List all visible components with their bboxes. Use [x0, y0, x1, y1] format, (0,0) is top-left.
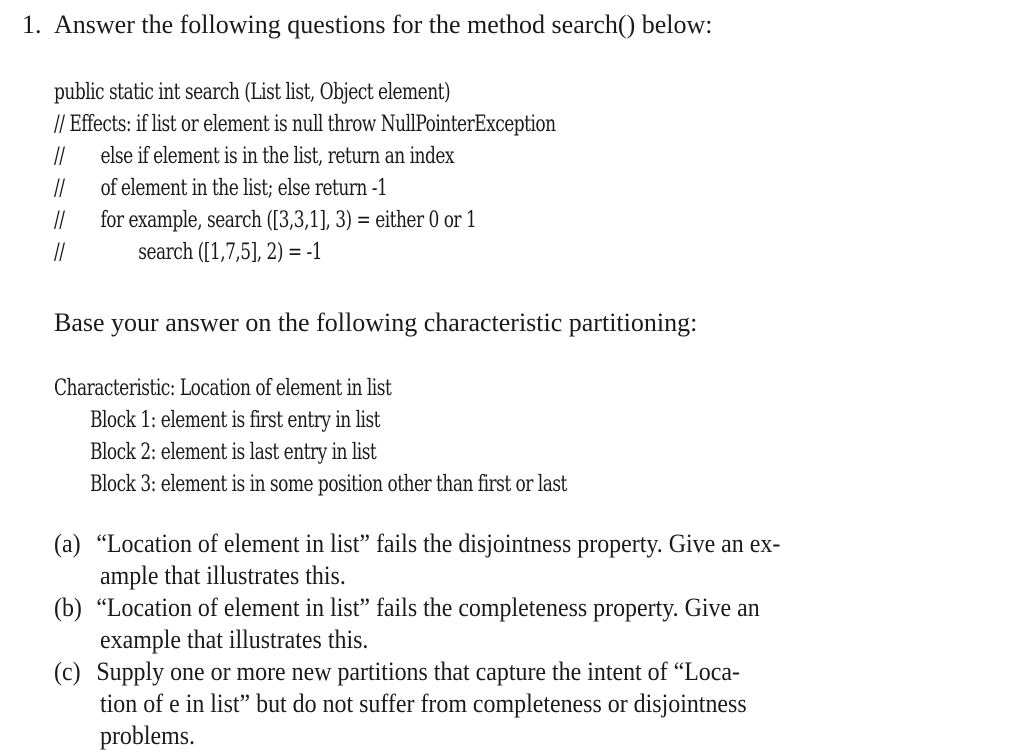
- comment-line: // for example, search ([3,3,1], 3) = either 0 or 1: [54, 208, 477, 233]
- comment-line: // Effects: if list or element is null throw NullPointerException: [54, 112, 556, 137]
- characteristic-label: Characteristic: Location of element in list: [54, 376, 392, 401]
- block-item: Block 3: element is in some position other than first or last: [90, 472, 567, 497]
- sub-question-a: (a) “Location of element in list” fails the disjointness property. Give an ex-: [54, 529, 781, 558]
- sub-question-c: (c) Supply one or more new partitions that capture the intent of “Loca-: [54, 657, 740, 686]
- comment-line: // else if element is in the list, return an index: [54, 144, 454, 169]
- comment-line: // search ([1,7,5], 2) = -1: [54, 240, 323, 265]
- sub-question-b-cont: example that illustrates this.: [100, 625, 369, 654]
- sub-question-a-cont: ample that illustrates this.: [100, 561, 346, 590]
- block-item: Block 2: element is last entry in list: [90, 440, 377, 465]
- question-title: [22, 10, 713, 40]
- sub-question-c-cont2: problems.: [100, 721, 196, 750]
- instruction-text: Base your answer on the following characteristic partitioning:: [54, 308, 698, 337]
- method-signature: public static int search (List list, Object element): [54, 80, 451, 105]
- sub-question-c-cont: tion of e in list” but do not suffer from completeness or disjointness: [100, 689, 747, 718]
- comment-line: // of element in the list; else return -1: [54, 176, 388, 201]
- block-item: Block 1: element is first entry in list: [90, 408, 381, 433]
- question-text: Answer the following questions for the method search() below:: [54, 10, 713, 39]
- sub-question-b: (b) “Location of element in list” fails the completeness property. Give an: [54, 593, 760, 622]
- question-number: 1.: [22, 10, 42, 39]
